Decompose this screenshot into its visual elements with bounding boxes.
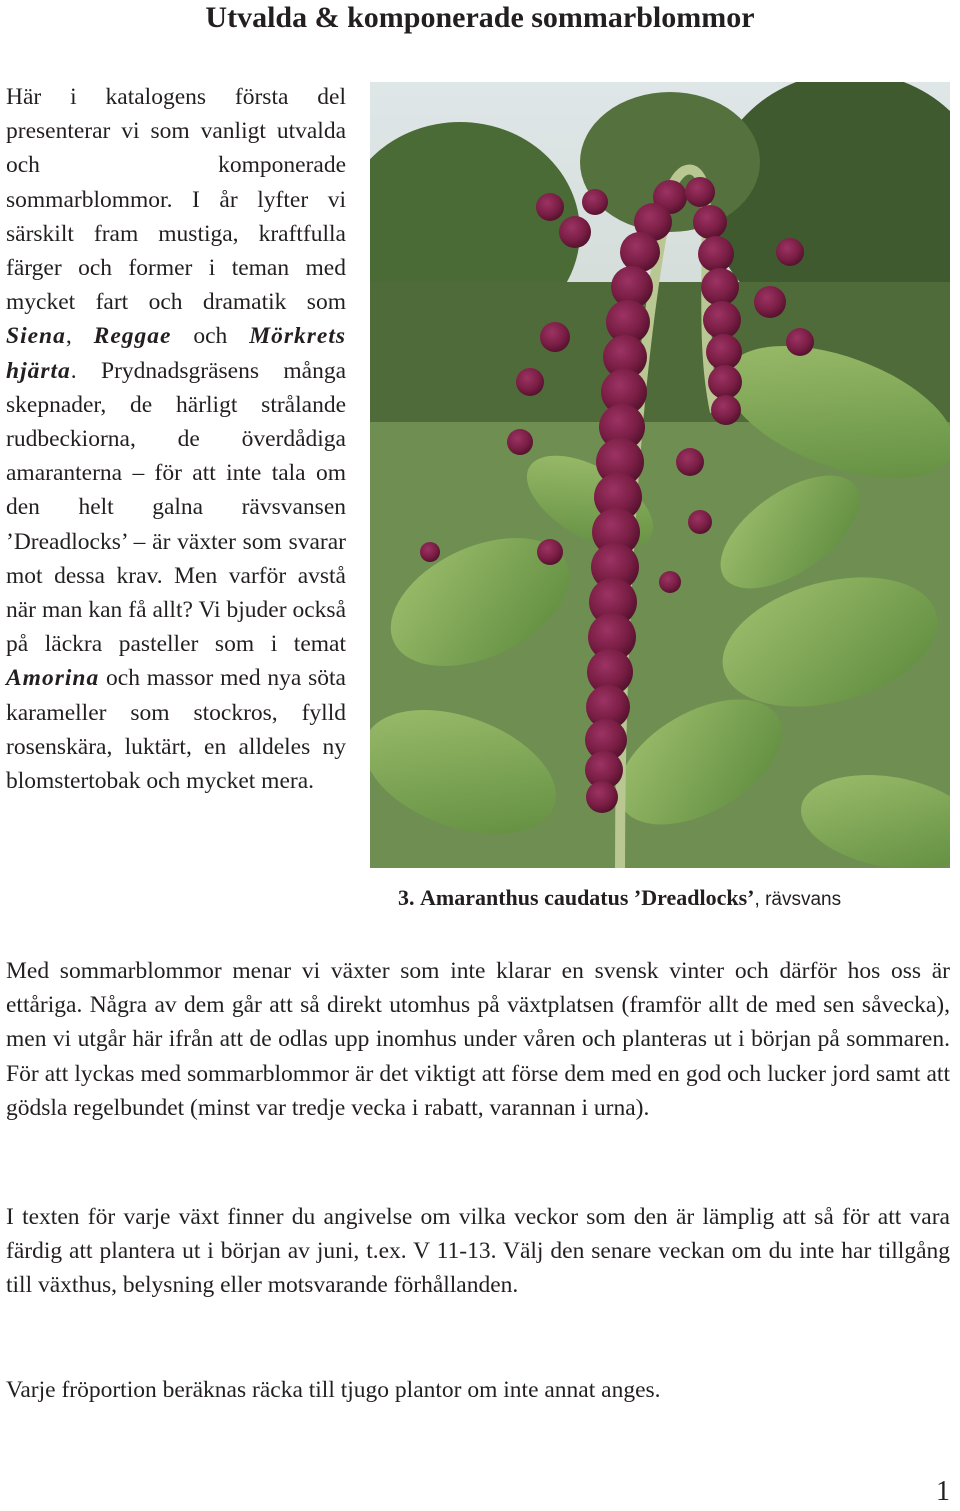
theme-amorina: Amorina [6,665,100,692]
theme-reggae: Reggae [93,323,172,350]
intro-part-3: och massor med nya söta karameller som stockros, fylld rosenskära, luktärt, en alldeles ny blomstertobak och mycket mera. [6,665,346,795]
intro-sep-1: , [65,323,94,350]
body-paragraph-2: I texten för varje växt finner du angivelse om vilka veckor som den är lämplig att så för att vara färdig att plantera ut i början av juni, t.ex. V 11-13. Välj den senare veckan om du inte har tillgång till växthus, belysning eller motsvarande förhållanden. [6,1204,950,1299]
theme-morkrets-hjarta: Mörkrets hjärta [6,323,347,384]
intro-part-1: Här i katalogens första del presenterar vi som vanligt utvalda och komponerade sommarblommor. I år lyfter vi särskilt fram mustiga, kraftfulla färger och former i teman med mycket fart och dramatik som [6,84,346,316]
intro-text [6,80,346,798]
body-paragraph-3: Varje fröportion beräknas räcka till tjugo plantor om inte annat anges. [6,1377,661,1403]
body-paragraph-1: Med sommarblommor menar vi växter som inte klarar en svensk vinter och därför hos oss är ettåriga. Några av dem går att så direkt utomhus på växtplatsen (framför allt de med sen såvecka), men vi utgår här ifrån att de odlas upp inomhus under våren och planteras ut i början på sommaren. För att lyckas med sommarblommor är det viktigt att förse dem med en god och lucker jord samt att gödsla regelbundet (minst var tredje vecka i rabatt, varannan i urna). [6,958,950,1121]
intro-sep-2: och [171,323,250,350]
theme-siena: Siena [6,323,66,350]
intro-part-2: . Prydnadsgräsens många skepnader, de härligt strålande rudbeckiorna, de överdådiga amaranterna – för att inte tala om den helt galna rävsvansen ’Dreadlocks’ – är växter som svarar mot dessa krav. Men varför avstå när man kan få allt? Vi bjuder också på läckra pasteller som i temat [6,357,346,658]
photo-caption [398,884,958,914]
amaranthus-photo [370,82,950,868]
caption-plant-name: Amaranthus caudatus ’Dreadlocks’ [420,885,755,910]
caption-common-name: , rävsvans [754,889,842,910]
page-number: 1 [936,1476,950,1507]
page-title: Utvalda & komponerade sommarblommor [205,1,755,34]
caption-number: 3. [398,885,415,910]
